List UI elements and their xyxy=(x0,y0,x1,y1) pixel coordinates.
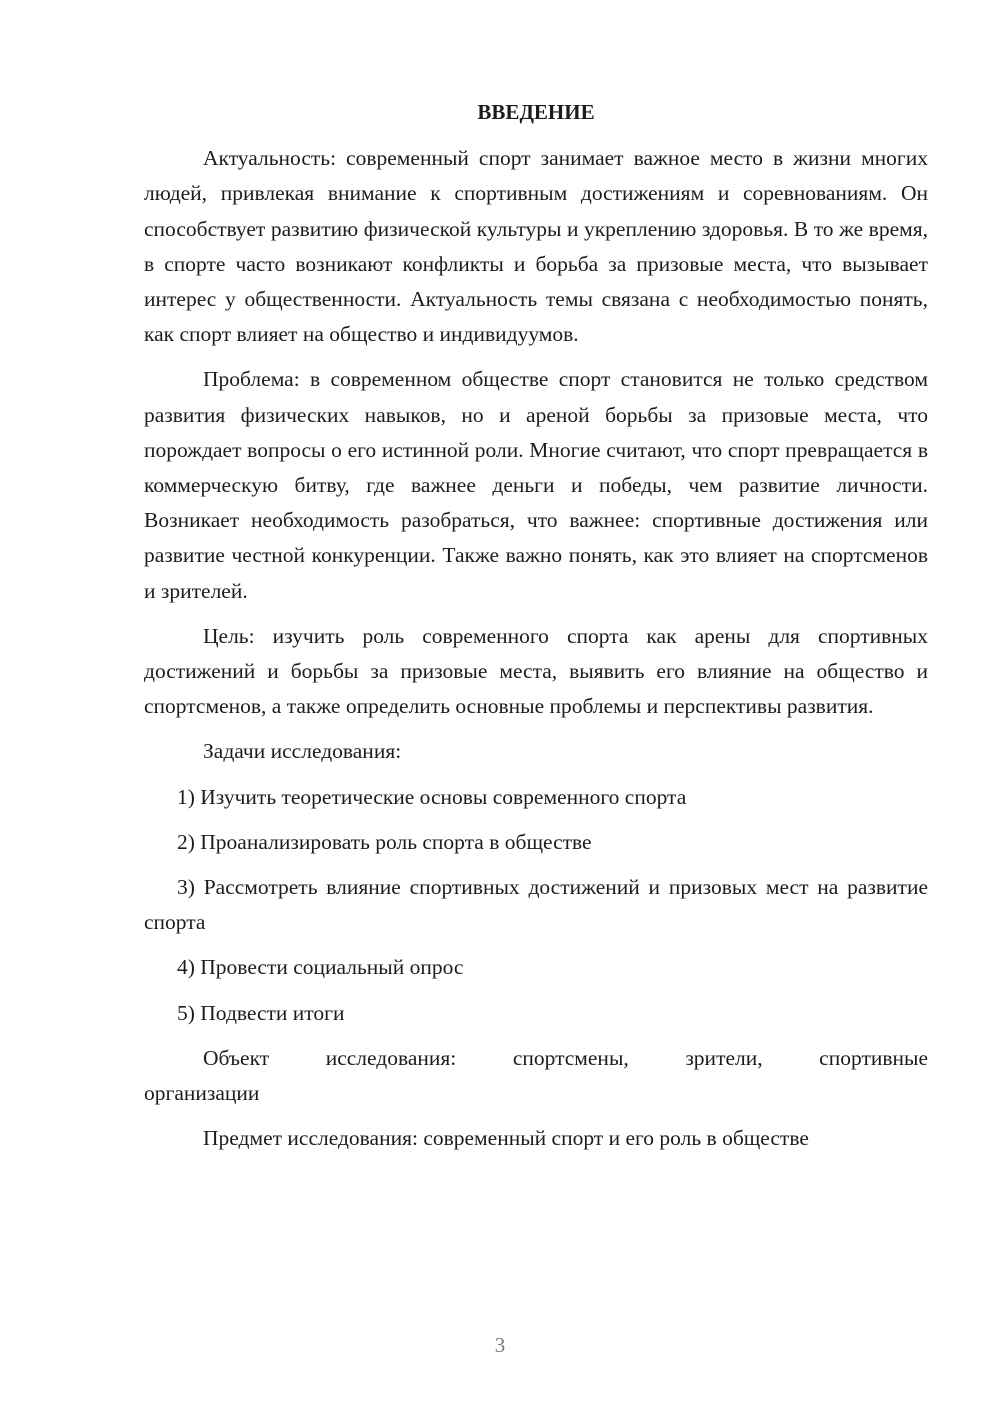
research-object xyxy=(144,1041,928,1111)
task-item-4: 4) Провести социальный опрос xyxy=(177,955,464,980)
task-item-5: 5) Подвести итоги xyxy=(177,1000,345,1025)
paragraph-relevance: Актуальность: современный спорт занимает важное место в жизни многих людей, привлекая внимание к спортивным достижениям и соревнованиям. Он способствует развитию физической культуры и укреплению здоровья. В то же время, в спорте часто возникают конфликты и борьба за призовые места, что вызывает интерес у общественности. Актуальность темы связана с необходимостью понять, как спорт влияет на общество и индивидуумов. xyxy=(144,146,928,347)
research-object-line-1: Объект исследования: спортсмены, зрители, спортивные xyxy=(203,1045,928,1070)
research-subject: Предмет исследования: современный спорт и его роль в обществе xyxy=(203,1126,809,1151)
paragraph-goal: Цель: изучить роль современного спорта как арены для спортивных достижений и борьбы за призовые места, выявить его влияние на общество и спортсменов, а также определить основные проблемы и перспективы развития. xyxy=(144,623,928,719)
page-number: 3 xyxy=(494,1333,506,1357)
task-item-3: 3) Рассмотреть влияние спортивных достижений и призовых мест на развитие спорта xyxy=(144,875,928,935)
paragraph-problem: Проблема: в современном обществе спорт становится не только средством развития физических навыков, но и ареной борьбы за призовые места, что порождает вопросы о его истинной роли. Многие считают, что спорт превращается в коммерческую битву, где важнее деньги и победы, чем развитие личности. Возникает необходимость разобраться, что важнее: спортивные достижения или развитие честной конкуренции. Также важно понять, как это влияет на спортсменов и зрителей. xyxy=(144,367,928,603)
document-body xyxy=(144,95,928,1156)
section-heading: ВВЕДЕНИЕ xyxy=(477,100,595,124)
research-object-line-2: организации xyxy=(144,1081,260,1106)
tasks-title: Задачи исследования: xyxy=(203,739,402,764)
task-item-2: 2) Проанализировать роль спорта в обществе xyxy=(177,829,592,854)
task-item-1: 1) Изучить теоретические основы современного спорта xyxy=(177,784,687,809)
